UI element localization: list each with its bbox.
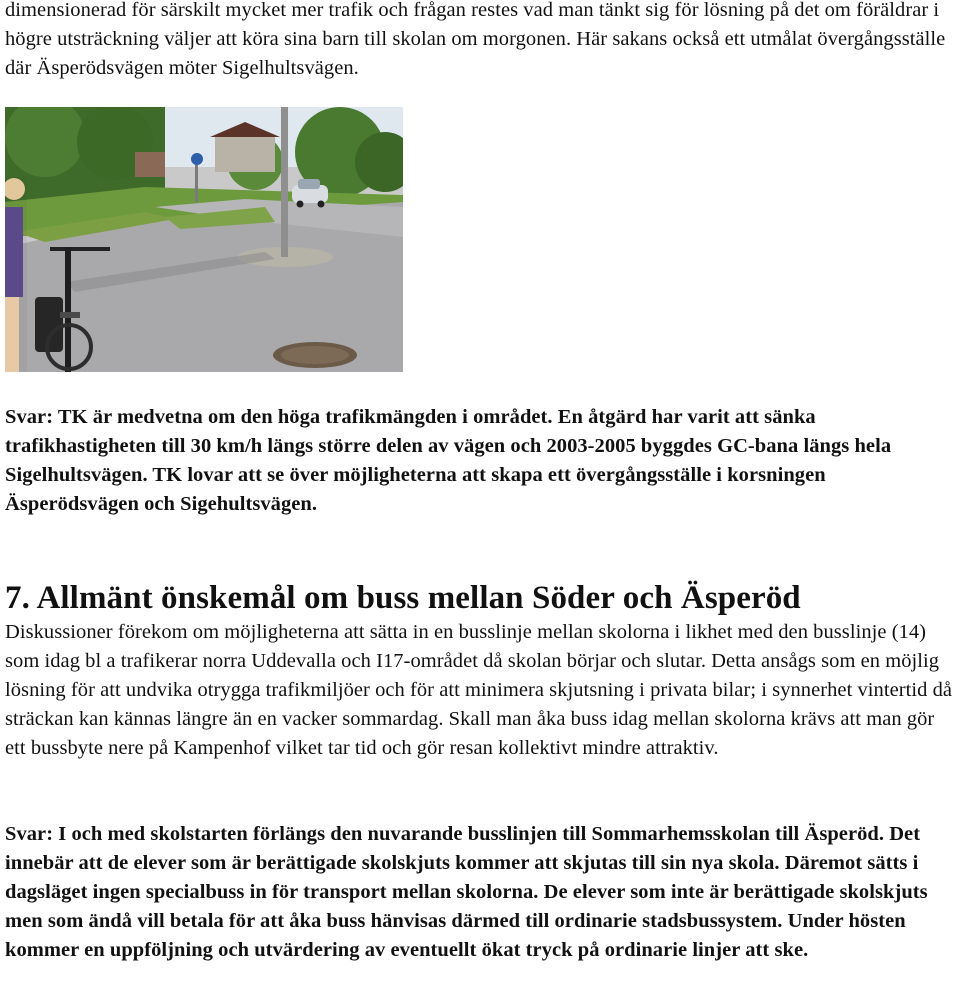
photo-illustration (5, 107, 403, 372)
intro-paragraph: dimensionerad för särskilt mycket mer trafik och frågan restes vad man tänkt sig för lösning på det om föräldrar i högre utsträckning väljer att köra sina barn till skolan om morgonen. Här sakans också ett utmålat övergångsställe där Äsperödsvägen möter Sigelhultsvägen. (5, 0, 946, 79)
answer-paragraph-1: Svar: TK är medvetna om den höga trafikmängden i området. En åtgärd har varit att sänka trafikhastigheten till 30 km/h längs större delen av vägen och 2003-2005 byggdes GC-bana längs hela Sigelhultsvägen. TK lovar att se över möjligheterna att skapa ett övergångsställe i korsningen Äsperödsvägen och Sigehultsvägen. (5, 406, 892, 515)
street-intersection-photo (5, 107, 403, 372)
section-body-paragraph: Diskussioner förekom om möjligheterna att sätta in en busslinje mellan skolorna i likhet med den busslinje (14) som idag bl a trafikerar norra Uddevalla och I17-området då skolan börjar och slutar. Detta ansågs som en möjlig lösning för att undvika otrygga trafikmiljöer och för att minimera skjutsning i privata bilar; i synnerhet vintertid då sträckan kan kännas längre än en vacker sommardag. Skall man åka buss idag mellan skolorna krävs att man gör ett bussbyte nere på Kampenhof vilket tar tid och gör resan kollektivt mindre attraktiv. (5, 621, 953, 759)
answer-paragraph-2: Svar: I och med skolstarten förlängs den nuvarande busslinjen till Sommarhemsskolan till Äsperöd. Det innebär att de elever som är berättigade skolskjuts kommer att skjutas till sin nya skola. Däremot sätts i dagsläget ingen specialbuss in för transport mellan skolorna. De elever som inte är berättigade skolskjuts men som ändå vill betala för att åka buss hänvisas därmed till ordinarie stadsbussystem. Under hösten kommer en uppföljning och utvärdering av eventuellt ökat tryck på ordinarie linjer att ske. (5, 823, 928, 961)
section-heading: 7. Allmänt önskemål om buss mellan Söder och Äsperöd (5, 580, 801, 616)
